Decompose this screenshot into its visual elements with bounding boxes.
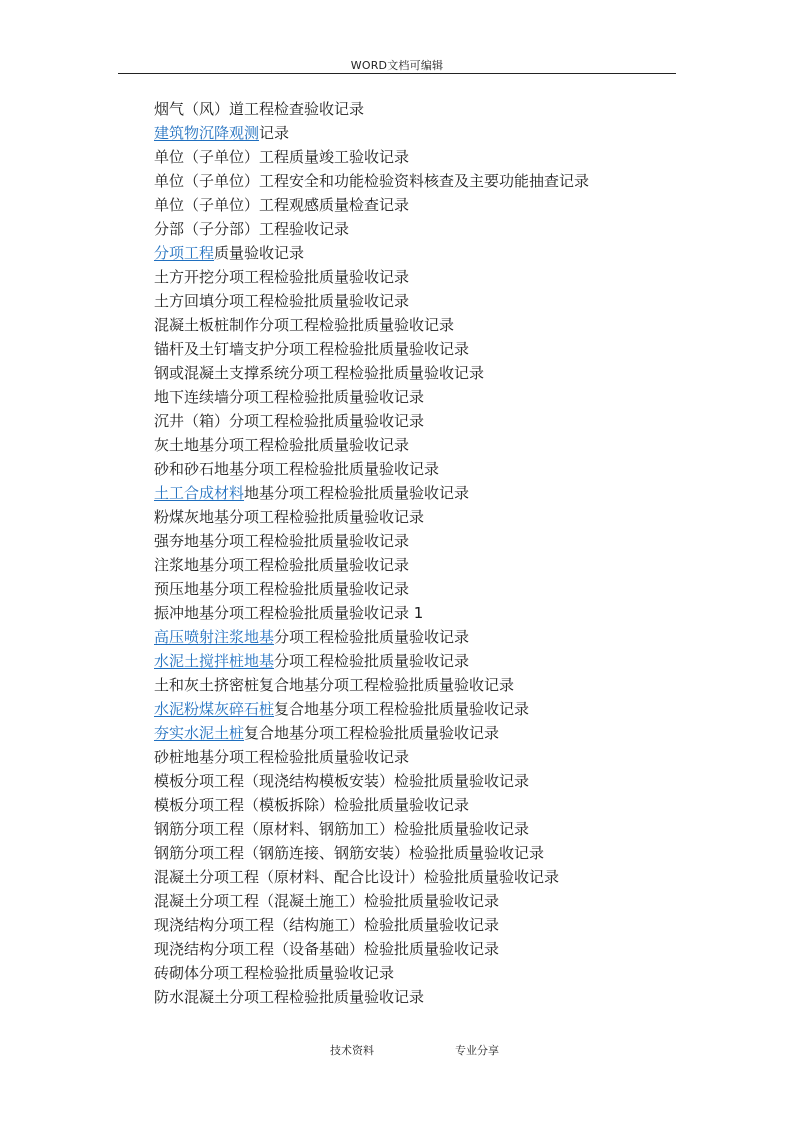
record-item bbox=[154, 577, 589, 601]
record-item bbox=[154, 361, 589, 385]
footer-right-text: 专业分享 bbox=[455, 1044, 499, 1057]
record-text: 钢或混凝土支撑系统分项工程检验批质量验收记录 bbox=[154, 364, 485, 382]
record-text: 土方开挖分项工程检验批质量验收记录 bbox=[154, 268, 410, 286]
record-text: 砂桩地基分项工程检验批质量验收记录 bbox=[154, 748, 410, 766]
record-item bbox=[154, 97, 589, 121]
record-text: 振冲地基分项工程检验批质量验收记录 1 bbox=[154, 604, 424, 622]
record-text: 复合地基分项工程检验批质量验收记录 bbox=[274, 700, 530, 718]
record-item bbox=[154, 217, 589, 241]
record-item bbox=[154, 697, 589, 721]
record-link[interactable]: 土工合成材料 bbox=[154, 484, 245, 502]
record-item bbox=[154, 529, 589, 553]
record-text: 模板分项工程（模板拆除）检验批质量验收记录 bbox=[154, 796, 470, 814]
record-item bbox=[154, 913, 589, 937]
record-item bbox=[154, 265, 589, 289]
record-item bbox=[154, 313, 589, 337]
record-item bbox=[154, 721, 589, 745]
record-item bbox=[154, 409, 589, 433]
record-item bbox=[154, 601, 589, 625]
record-text: 砂和砂石地基分项工程检验批质量验收记录 bbox=[154, 460, 440, 478]
record-link[interactable]: 水泥土搅拌桩地基 bbox=[154, 652, 275, 670]
record-text: 复合地基分项工程检验批质量验收记录 bbox=[244, 724, 500, 742]
record-link[interactable]: 水泥粉煤灰碎石桩 bbox=[154, 700, 275, 718]
record-item bbox=[154, 553, 589, 577]
record-text: 钢筋分项工程（原材料、钢筋加工）检验批质量验收记录 bbox=[154, 820, 530, 838]
record-item bbox=[154, 889, 589, 913]
record-text: 防水混凝土分项工程检验批质量验收记录 bbox=[154, 988, 425, 1006]
record-item bbox=[154, 457, 589, 481]
record-text: 分项工程检验批质量验收记录 bbox=[274, 628, 470, 646]
record-text: 注浆地基分项工程检验批质量验收记录 bbox=[154, 556, 410, 574]
record-text: 土和灰土挤密桩复合地基分项工程检验批质量验收记录 bbox=[154, 676, 515, 694]
record-item bbox=[154, 865, 589, 889]
footer-left-text: 技术资料 bbox=[330, 1044, 374, 1057]
record-text: 砖砌体分项工程检验批质量验收记录 bbox=[154, 964, 395, 982]
record-text: 地下连续墙分项工程检验批质量验收记录 bbox=[154, 388, 425, 406]
record-text: 现浇结构分项工程（设备基础）检验批质量验收记录 bbox=[154, 940, 500, 958]
record-item bbox=[154, 145, 589, 169]
record-text: 粉煤灰地基分项工程检验批质量验收记录 bbox=[154, 508, 425, 526]
record-item bbox=[154, 505, 589, 529]
record-item bbox=[154, 481, 589, 505]
record-text: 混凝土分项工程（混凝土施工）检验批质量验收记录 bbox=[154, 892, 500, 910]
page-header: WORD文档可编辑 bbox=[350, 59, 444, 72]
record-item bbox=[154, 769, 589, 793]
record-text: 烟气（风）道工程检查验收记录 bbox=[154, 100, 365, 118]
record-text: 单位（子单位）工程质量竣工验收记录 bbox=[154, 148, 410, 166]
record-item bbox=[154, 385, 589, 409]
record-text: 地基分项工程检验批质量验收记录 bbox=[244, 484, 470, 502]
record-item bbox=[154, 673, 589, 697]
record-item bbox=[154, 649, 589, 673]
record-item bbox=[154, 937, 589, 961]
record-text: 模板分项工程（现浇结构模板安装）检验批质量验收记录 bbox=[154, 772, 530, 790]
record-text: 记录 bbox=[259, 124, 290, 142]
record-item bbox=[154, 985, 589, 1009]
record-item bbox=[154, 793, 589, 817]
record-text: 混凝土分项工程（原材料、配合比设计）检验批质量验收记录 bbox=[154, 868, 560, 886]
record-text: 锚杆及土钉墙支护分项工程检验批质量验收记录 bbox=[154, 340, 470, 358]
record-text: 分部（子分部）工程验收记录 bbox=[154, 220, 350, 238]
record-text: 现浇结构分项工程（结构施工）检验批质量验收记录 bbox=[154, 916, 500, 934]
record-text: 土方回填分项工程检验批质量验收记录 bbox=[154, 292, 410, 310]
record-item bbox=[154, 337, 589, 361]
record-item bbox=[154, 121, 589, 145]
record-item bbox=[154, 625, 589, 649]
record-link[interactable]: 夯实水泥土桩 bbox=[154, 724, 245, 742]
record-item bbox=[154, 433, 589, 457]
record-text: 分项工程检验批质量验收记录 bbox=[274, 652, 470, 670]
record-item bbox=[154, 745, 589, 769]
record-text: 预压地基分项工程检验批质量验收记录 bbox=[154, 580, 410, 598]
record-item bbox=[154, 169, 589, 193]
record-text: 单位（子单位）工程安全和功能检验资料核查及主要功能抽查记录 bbox=[154, 172, 590, 190]
record-item bbox=[154, 193, 589, 217]
record-text: 钢筋分项工程（钢筋连接、钢筋安装）检验批质量验收记录 bbox=[154, 844, 545, 862]
record-item bbox=[154, 241, 589, 265]
record-link[interactable]: 高压喷射注浆地基 bbox=[154, 628, 275, 646]
record-item bbox=[154, 289, 589, 313]
record-text: 灰土地基分项工程检验批质量验收记录 bbox=[154, 436, 410, 454]
record-text: 质量验收记录 bbox=[214, 244, 305, 262]
record-link[interactable]: 分项工程 bbox=[154, 244, 215, 262]
record-text: 单位（子单位）工程观感质量检查记录 bbox=[154, 196, 410, 214]
record-item bbox=[154, 817, 589, 841]
record-link[interactable]: 建筑物沉降观测 bbox=[154, 124, 260, 142]
record-list bbox=[154, 97, 589, 1009]
header-divider bbox=[118, 73, 676, 74]
record-text: 沉井（箱）分项工程检验批质量验收记录 bbox=[154, 412, 425, 430]
record-text: 混凝土板桩制作分项工程检验批质量验收记录 bbox=[154, 316, 455, 334]
record-text: 强夯地基分项工程检验批质量验收记录 bbox=[154, 532, 410, 550]
record-item bbox=[154, 841, 589, 865]
record-item bbox=[154, 961, 589, 985]
